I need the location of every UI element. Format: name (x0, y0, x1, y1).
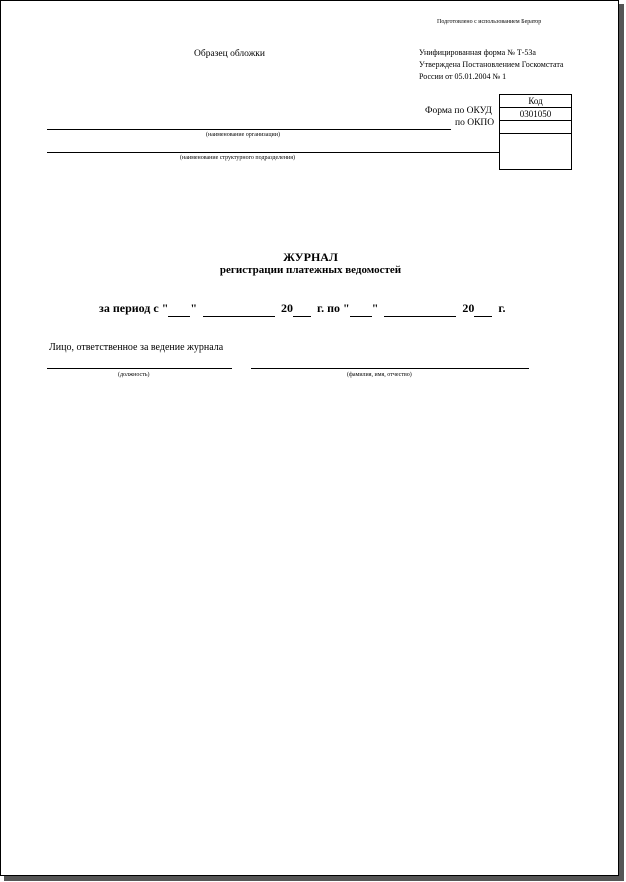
sample-label: Образец обложки (194, 49, 265, 59)
start-day-blank (168, 301, 190, 317)
full-name-caption: (фамилия, имя, отчество) (347, 372, 412, 378)
end-year-prefix: 20 (462, 301, 475, 315)
year-suffix: г. (498, 301, 506, 315)
okpo-value (500, 121, 571, 134)
code-extra-cell (500, 134, 571, 169)
department-caption: (наименование структурного подразделения) (180, 155, 296, 161)
unified-form-label: Унифицированная форма № Т-53а (419, 48, 536, 57)
position-caption: (должность) (118, 372, 150, 378)
end-year-blank (474, 301, 492, 317)
to-part: г. по " (317, 301, 350, 315)
page-shadow-bottom (4, 876, 624, 881)
approved-date-label: России от 05.01.2004 № 1 (419, 72, 507, 81)
organization-caption: (наименование организации) (206, 132, 280, 138)
page-shadow-right (619, 4, 624, 880)
start-quote-close: " (190, 301, 198, 315)
prepared-note: Подготовлено с использованием Бератор (437, 19, 542, 25)
period-line (99, 301, 506, 317)
okpo-label: по ОКПО (455, 118, 495, 128)
responsible-label: Лицо, ответственное за ведение журнала (49, 342, 224, 353)
code-header: Код (500, 95, 571, 108)
full-name-line (251, 368, 529, 369)
end-quote-close: " (371, 301, 379, 315)
approved-by-label: Утверждена Постановлением Госкомстата (419, 60, 564, 69)
department-line (47, 152, 499, 153)
end-month-blank (384, 301, 456, 317)
okud-value: 0301050 (500, 108, 571, 121)
period-prefix: за период с " (99, 301, 169, 315)
okud-label: Форма по ОКУД (425, 106, 492, 116)
start-month-blank (203, 301, 275, 317)
start-year-blank (293, 301, 311, 317)
codes-table (499, 94, 572, 170)
position-line (47, 368, 232, 369)
end-day-blank (350, 301, 372, 317)
document-subtitle: регистрации платежных ведомостей (219, 264, 402, 276)
start-year-prefix: 20 (281, 301, 294, 315)
document-title: ЖУРНАЛ (283, 250, 338, 264)
organization-line (47, 129, 451, 130)
